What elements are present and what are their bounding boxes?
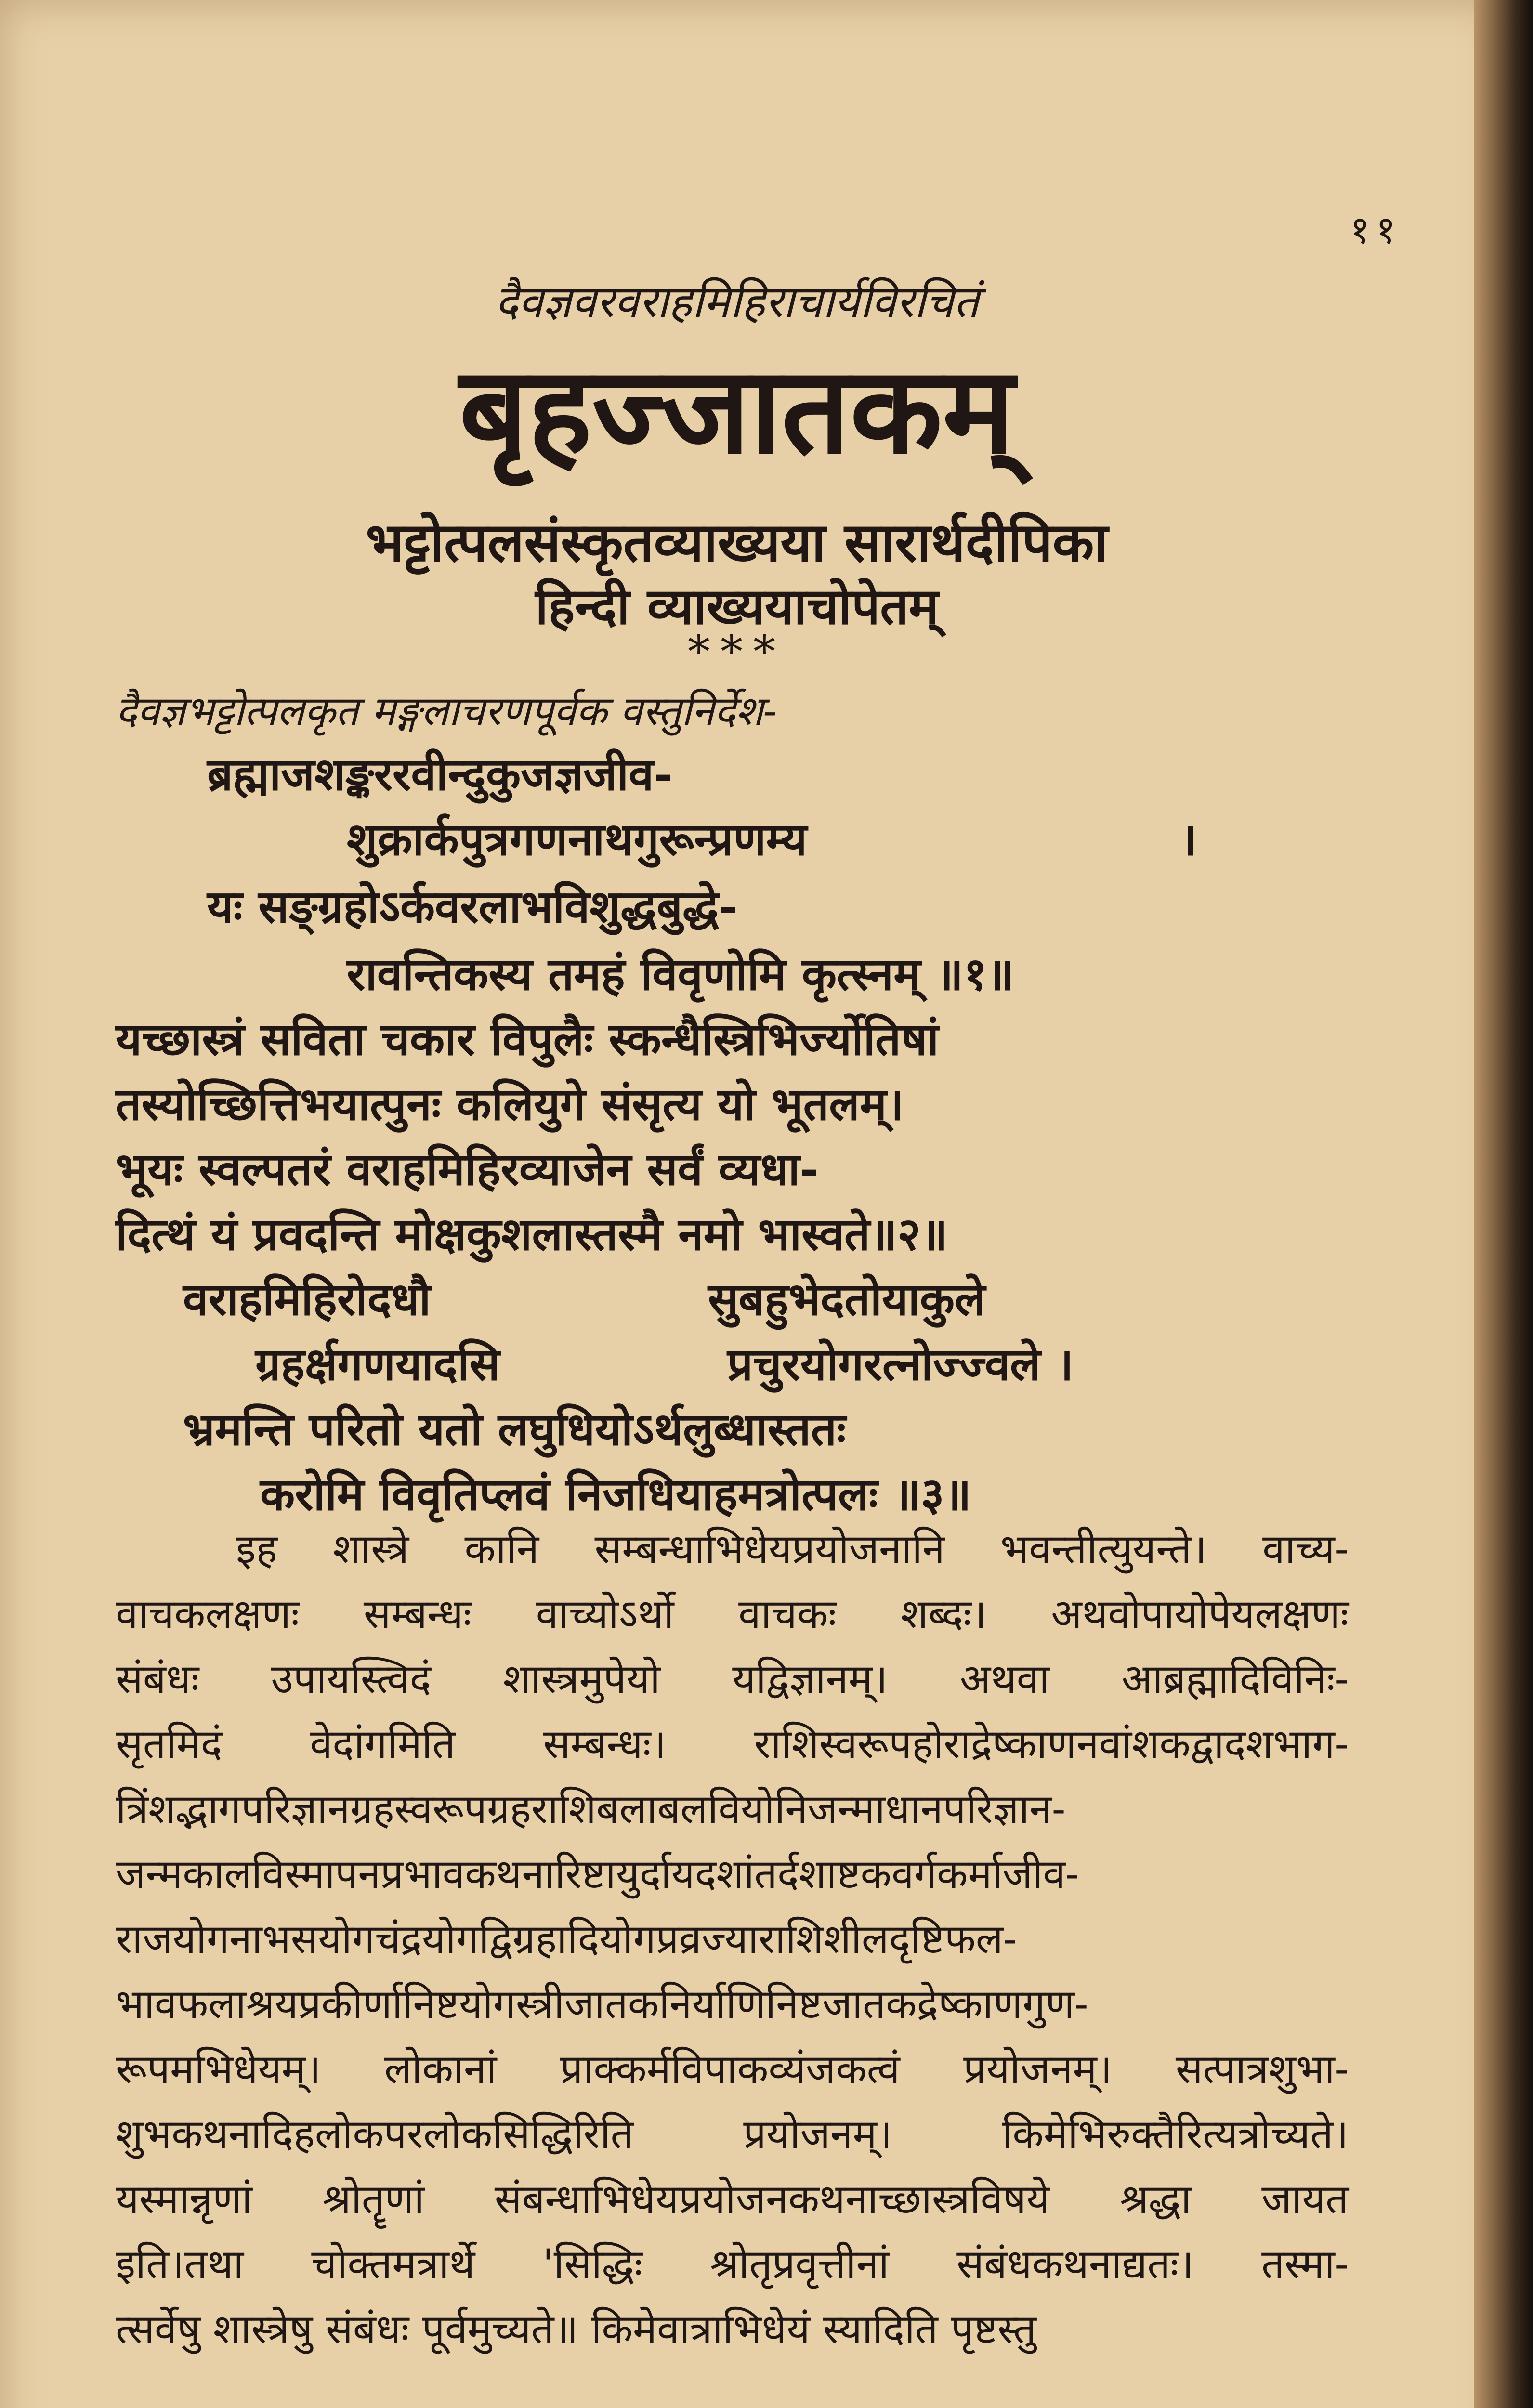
commentary-line: इति।तथा चोक्तमत्रार्थे 'सिद्धिः श्रोतृप्रवृत्तीनां संबंधकथनाद्यतः। तस्मा- xyxy=(116,2240,1349,2288)
author-line: दैवज्ञवरवराहमिहिराचार्यविरचितं xyxy=(495,276,979,327)
verse-line: वराहमिहिरोदधौ xyxy=(183,1273,431,1326)
book-title: बृहज्जातकम् xyxy=(459,339,1015,481)
page-edge xyxy=(1474,0,1533,2408)
verse-line: तस्योच्छित्तिभयात्पुनः कलियुगे संसृत्य यो भूतलम्। xyxy=(116,1078,904,1131)
commentary-line: सृतमिदं वेदांगमिति सम्बन्धः। राशिस्वरूपहोराद्रेष्काणनवांशकद्वादशभाग- xyxy=(116,1720,1349,1767)
verse-line: दित्थं यं प्रवदन्ति मोक्षकुशलास्तस्मै नमो भास्वते॥२॥ xyxy=(116,1208,948,1261)
commentary-line: राजयोगनाभसयोगचंद्रयोगद्विग्रहादियोगप्रव्रज्याराशिशीलदृष्टिफल- xyxy=(116,1915,1017,1963)
commentary-line: भावफलाश्रयप्रकीर्णानिष्टयोगस्त्रीजातकनिर्याणिनिष्टजातकद्रेष्काणगुण- xyxy=(116,1980,1088,2028)
commentary-line: त्रिंशद्भागपरिज्ञानग्रहस्वरूपग्रहराशिबलाबलवियोनिजन्माधानपरिज्ञान- xyxy=(116,1785,1066,1832)
verse-line: ग्रहर्क्षगणयादसि xyxy=(255,1338,500,1391)
verse-line: शुक्रार्कपुत्रगणनाथगुरून्प्रणम्य xyxy=(347,813,807,866)
page-number: ११ xyxy=(1350,208,1402,252)
commentary-line: शुभकथनादिहलोकपरलोकसिद्धिरिति प्रयोजनम्। किमेभिरुक्तैरित्यत्रोच्यते। xyxy=(116,2110,1349,2158)
verse-line: सुबहुभेदतोयाकुले xyxy=(708,1273,985,1326)
commentary-line: जन्मकालविस्मापनप्रभावकथनारिष्टायुर्दायदशांतर्दशाष्टकवर्गकर्माजीव- xyxy=(116,1850,1079,1898)
verse-line: यः सङ्ग्रहोऽर्कवरलाभविशुद्धबुद्धे- xyxy=(207,880,738,933)
verse-line: भूयः स्वल्पतरं वराहमिहिरव्याजेन सर्वं व्यधा- xyxy=(116,1143,819,1196)
verse-danda: । xyxy=(1180,813,1197,866)
section-heading: दैवज्ञभट्टोत्पलकृत मङ्गलाचरणपूर्वक वस्तुनिर्देश- xyxy=(116,687,777,734)
verse-line: रावन्तिकस्य तमहं विवृणोमि कृत्स्नम् ॥१॥ xyxy=(347,948,1014,1001)
verse-line: भ्रमन्ति परितो यतो लघुधियोऽर्थलुब्धास्ततः xyxy=(183,1403,846,1456)
commentary-line: वाचकलक्षणः सम्बन्धः वाच्योऽर्थो वाचकः शब्दः। अथवोपायोपेयलक्षणः xyxy=(116,1590,1349,1637)
commentary-title: भट्टोत्पलसंस्कृतव्याख्यया सारार्थदीपिका xyxy=(366,511,1108,574)
separator-stars: *** xyxy=(688,626,786,678)
verse-line: करोमि विवृतिप्लवं निजधियाहमत्रोत्पलः ॥३॥ xyxy=(260,1468,971,1521)
commentary-line: रूपमभिधेयम्। लोकानां प्राक्कर्मविपाकव्यंजकत्वं प्रयोजनम्। सत्पात्रशुभा- xyxy=(116,2045,1349,2093)
verse-line: प्रचुरयोगरत्नोज्ज्वले । xyxy=(727,1338,1074,1391)
verse-line: यच्छास्त्रं सविता चकार विपुलैः स्कन्धैस्त्रिभिर्ज्योतिषां xyxy=(116,1013,939,1066)
commentary-line: इह शास्त्रे कानि सम्बन्धाभिधेयप्रयोजनानि भवन्तीत्युयन्ते। वाच्य- xyxy=(236,1525,1349,1572)
verse-line: ब्रह्माजशङ्कररवीन्दुकुजज्ञजीव- xyxy=(207,748,673,801)
hindi-subtitle: हिन्दी व्याख्ययाचोपेतम् xyxy=(535,576,939,636)
commentary-line: यस्मान्नृणां श्रोतॄणां संबन्धाभिधेयप्रयोजनकथनाच्छास्त्रविषये श्रद्धा जायत xyxy=(116,2175,1349,2223)
commentary-line: संबंधः उपायस्त्विदं शास्त्रमुपेयो यद्विज्ञानम्। अथवा आब्रह्मादिविनिः- xyxy=(116,1655,1349,1702)
commentary-line: त्सर्वेषु शास्त्रेषु संबंधः पूर्वमुच्यते॥ किमेवात्राभिधेयं स्यादिति पृष्टस्तु xyxy=(116,2305,1036,2353)
